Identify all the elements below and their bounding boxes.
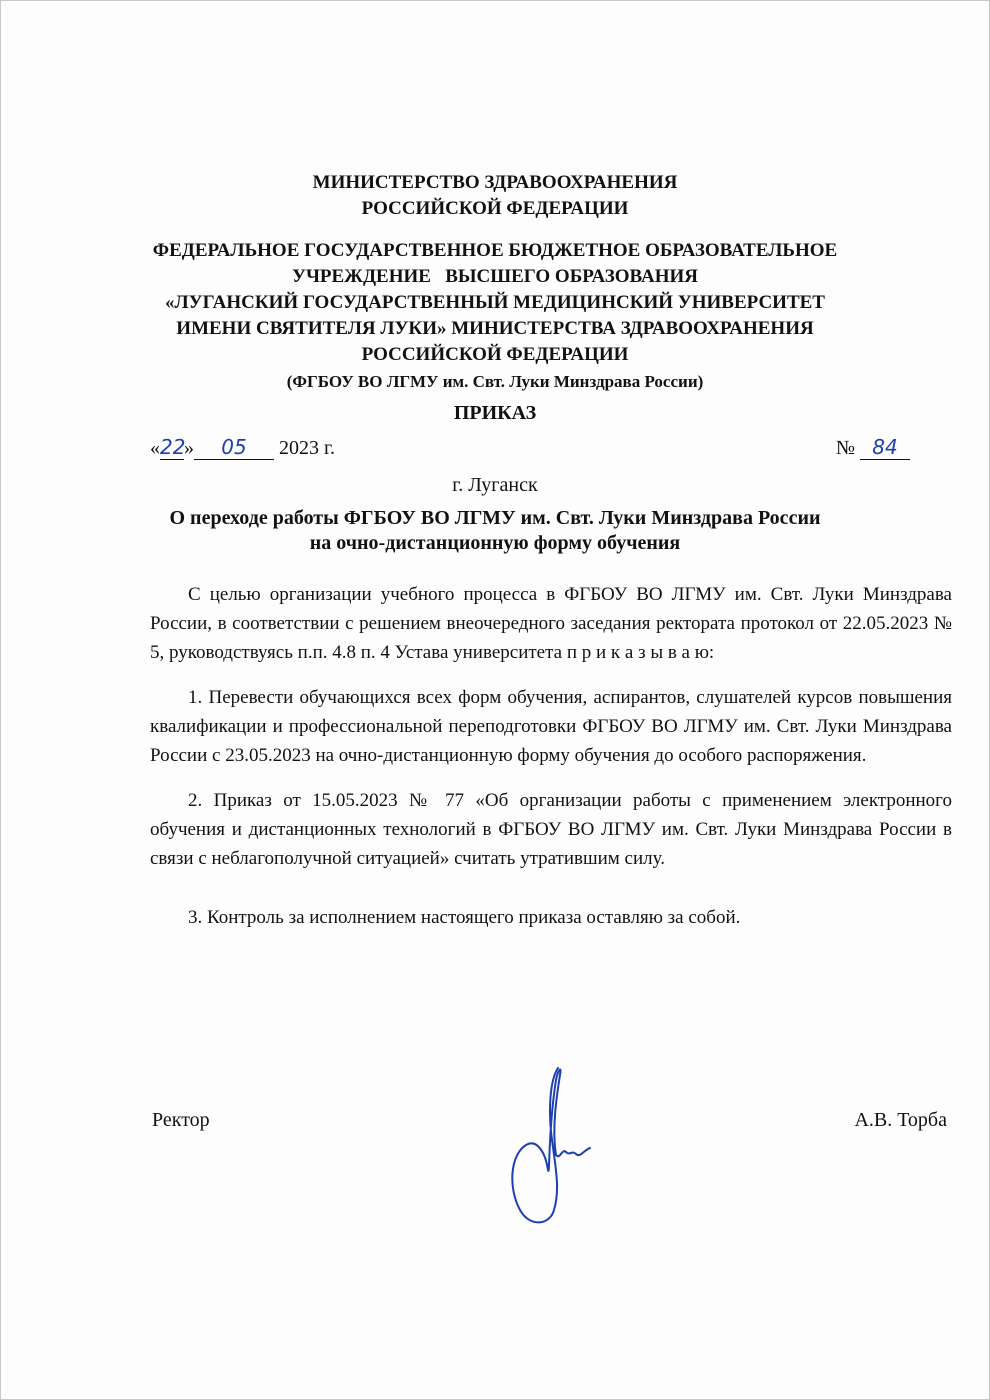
order-number-value: 84 [860, 435, 910, 460]
ministry-line-2: РОССИЙСКОЙ ФЕДЕРАЦИИ [361, 198, 629, 219]
order-date [150, 434, 335, 462]
order-day: 22 [160, 435, 186, 459]
order-item-2: 2. Приказ от 15.05.2023 № 77 «Об организации работы с применением электронного обучения и дистанционных технологий в ФГБОУ ВО ЛГМУ им. Свт. Луки Минздрава России в связи с неблагополучной ситуацией» считать утратившим силу. [150, 790, 952, 869]
document-type: ПРИКАЗ [453, 402, 537, 424]
signatory-position: Ректор [152, 1109, 210, 1131]
number-label: № [835, 437, 855, 459]
signatory-name: А.В. Торба [854, 1109, 947, 1131]
order-title-line-2: на очно-дистанционную форму обучения [309, 532, 681, 554]
order-month: 05 [194, 435, 274, 460]
date-open-quote: « [150, 437, 160, 459]
order-year: 2023 г. [279, 437, 335, 459]
institution-line-2: УЧРЕЖДЕНИЕ ВЫСШЕГО ОБРАЗОВАНИЯ [292, 266, 698, 287]
handwritten-signature [490, 1060, 620, 1230]
preamble-paragraph: С целью организации учебного процесса в ФГБОУ ВО ЛГМУ им. Свт. Луки Минздрава России, в соответствии с решением внеочередного заседания ректората протокол от 22.05.2023 № 5, руководствуясь п.п. 4.8 п. 4 Устава университета п р и к а з ы в а ю: [150, 584, 952, 663]
order-date-number-row [150, 434, 910, 462]
signature-stroke [512, 1068, 590, 1222]
order-item-1: 1. Перевести обучающихся всех форм обучения, аспирантов, слушателей курсов повышения квалификации и профессиональной переподготовки ФГБОУ ВО ЛГМУ им. Свт. Луки Минздрава России с 23.05.2023 на очно-дистанционную форму обучения до особого распоряжения. [150, 687, 952, 766]
order-body [150, 580, 952, 932]
document-header [0, 170, 990, 428]
date-close-quote: » [184, 437, 194, 459]
institution-line-1: ФЕДЕРАЛЬНОЕ ГОСУДАРСТВЕННОЕ БЮДЖЕТНОЕ ОБРАЗОВАТЕЛЬНОЕ [152, 240, 838, 261]
order-title-block [0, 470, 990, 556]
order-city: г. Луганск [452, 474, 538, 496]
order-item-3: 3. Контроль за исполнением настоящего приказа оставляю за собой. [188, 907, 741, 928]
order-number [836, 434, 910, 462]
institution-line-5: РОССИЙСКОЙ ФЕДЕРАЦИИ [361, 344, 629, 365]
institution-line-4: ИМЕНИ СВЯТИТЕЛЯ ЛУКИ» МИНИСТЕРСТВА ЗДРАВООХРАНЕНИЯ [176, 318, 814, 339]
order-title-line-1: О переходе работы ФГБОУ ВО ЛГМУ им. Свт. Луки Минздрава России [169, 507, 821, 529]
institution-line-3: «ЛУГАНСКИЙ ГОСУДАРСТВЕННЫЙ МЕДИЦИНСКИЙ УНИВЕРСИТЕТ [165, 292, 825, 313]
institution-abbreviation: (ФГБОУ ВО ЛГМУ им. Свт. Луки Минздрава России) [286, 372, 704, 391]
ministry-line-1: МИНИСТЕРСТВО ЗДРАВООХРАНЕНИЯ [312, 172, 678, 193]
